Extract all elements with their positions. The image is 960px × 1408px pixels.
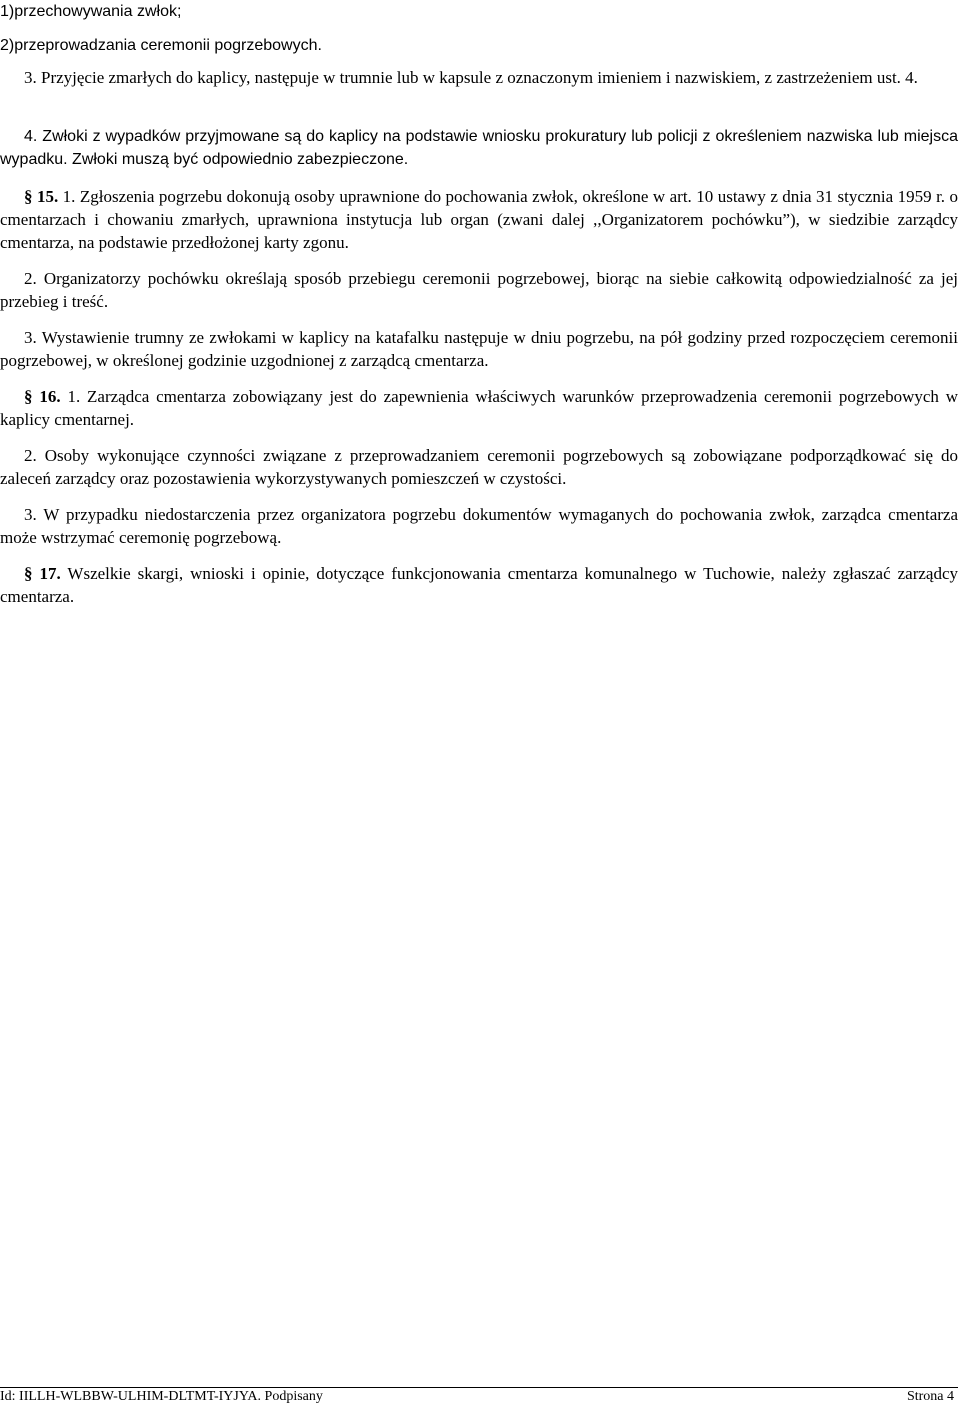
section-16-paragraph-3 — [0, 503, 958, 549]
paragraph-text: Osoby wykonujące czynności związane z przeprowadzaniem ceremonii pogrzebowych są zobowiązane podporządkować się do zaleceń zarządcy oraz pozostawienia wykorzystywanych pomieszczeń w czystości. — [0, 446, 959, 488]
section-heading: § 16. — [24, 387, 61, 406]
section-16-paragraph-2 — [0, 444, 958, 490]
paragraph-3 — [0, 66, 958, 89]
page-number: Strona 4 — [906, 1389, 954, 1404]
section-heading: § 15. — [24, 187, 59, 206]
paragraph-number: 3. — [24, 328, 37, 347]
paragraph-text: Zgłoszenia pogrzebu dokonują osoby uprawnione do pochowania zwłok, określone w art. 10 ustawy z dnia 31 stycznia 1959 r. o cmentarzach i chowaniu zmarłych, uprawniona instytucja lub organ (zwani dalej ,,Organizatorem pochówku”), w siedzibie zarządcy cmentarza, na podstawie przedłożonej karty zgonu. — [0, 187, 958, 252]
paragraph-number: 3. — [24, 505, 37, 524]
paragraph-text: Przyjęcie zmarłych do kaplicy, następuje w trumnie lub w kapsule z oznaczonym imieniem i nazwiskiem, z zastrzeżeniem ust. 4. — [41, 68, 918, 87]
section-heading: § 17. — [24, 564, 61, 583]
paragraph-number: 1. — [67, 387, 81, 406]
paragraph-text: Wszelkie skargi, wnioski i opinie, dotyczące funkcjonowania cmentarza komunalnego w Tuchowie, należy zgłaszać zarządcy cmentarza. — [0, 564, 958, 606]
paragraph-number: 3. — [24, 68, 37, 87]
paragraph-number: 4. — [24, 128, 38, 145]
paragraph-number: 2. — [24, 269, 37, 288]
section-16-paragraph-1 — [0, 385, 958, 431]
paragraph-text: Wystawienie trumny ze zwłokami w kaplicy na katafalku następuje w dniu pogrzebu, na pół godziny przed rozpoczęciem ceremonii pogrzebowej, w określonej godzinie uzgodnionej z zarządcą cmentarza. — [0, 328, 958, 370]
list-item-1: 1)przechowywania zwłok; — [0, 3, 182, 20]
section-15-paragraph-3 — [0, 326, 958, 372]
section-15-paragraph-1 — [0, 185, 958, 254]
paragraph-4 — [0, 125, 958, 171]
paragraph-number: 1. — [62, 187, 76, 206]
document-id: Id: IILLH-WLBBW-ULHIM-DLTMT-IYJYA. Podpisany — [0, 1389, 323, 1404]
section-17-paragraph — [0, 562, 958, 608]
paragraph-number: 2. — [24, 446, 37, 465]
paragraph-text: Zwłoki z wypadków przyjmowane są do kaplicy na podstawie wniosku prokuratury lub policji z określeniem nazwiska lub miejsca wypadku. Zwłoki muszą być odpowiednio zabezpieczone. — [0, 128, 958, 168]
paragraph-text: W przypadku niedostarczenia przez organizatora pogrzebu dokumentów wymaganych do pochowania zwłok, zarządca cmentarza może wstrzymać ceremonię pogrzebową. — [0, 505, 958, 547]
paragraph-text: Organizatorzy pochówku określają sposób przebiegu ceremonii pogrzebowej, biorąc na siebie całkowitą odpowiedzialność za jej przebieg i treść. — [0, 269, 959, 311]
page-footer — [0, 1387, 958, 1408]
list-item-2: 2)przeprowadzania ceremonii pogrzebowych. — [0, 37, 322, 54]
section-15-paragraph-2 — [0, 267, 958, 313]
paragraph-text: Zarządca cmentarza zobowiązany jest do zapewnienia właściwych warunków przeprowadzenia ceremonii pogrzebowych w kaplicy cmentarnej. — [0, 387, 959, 429]
